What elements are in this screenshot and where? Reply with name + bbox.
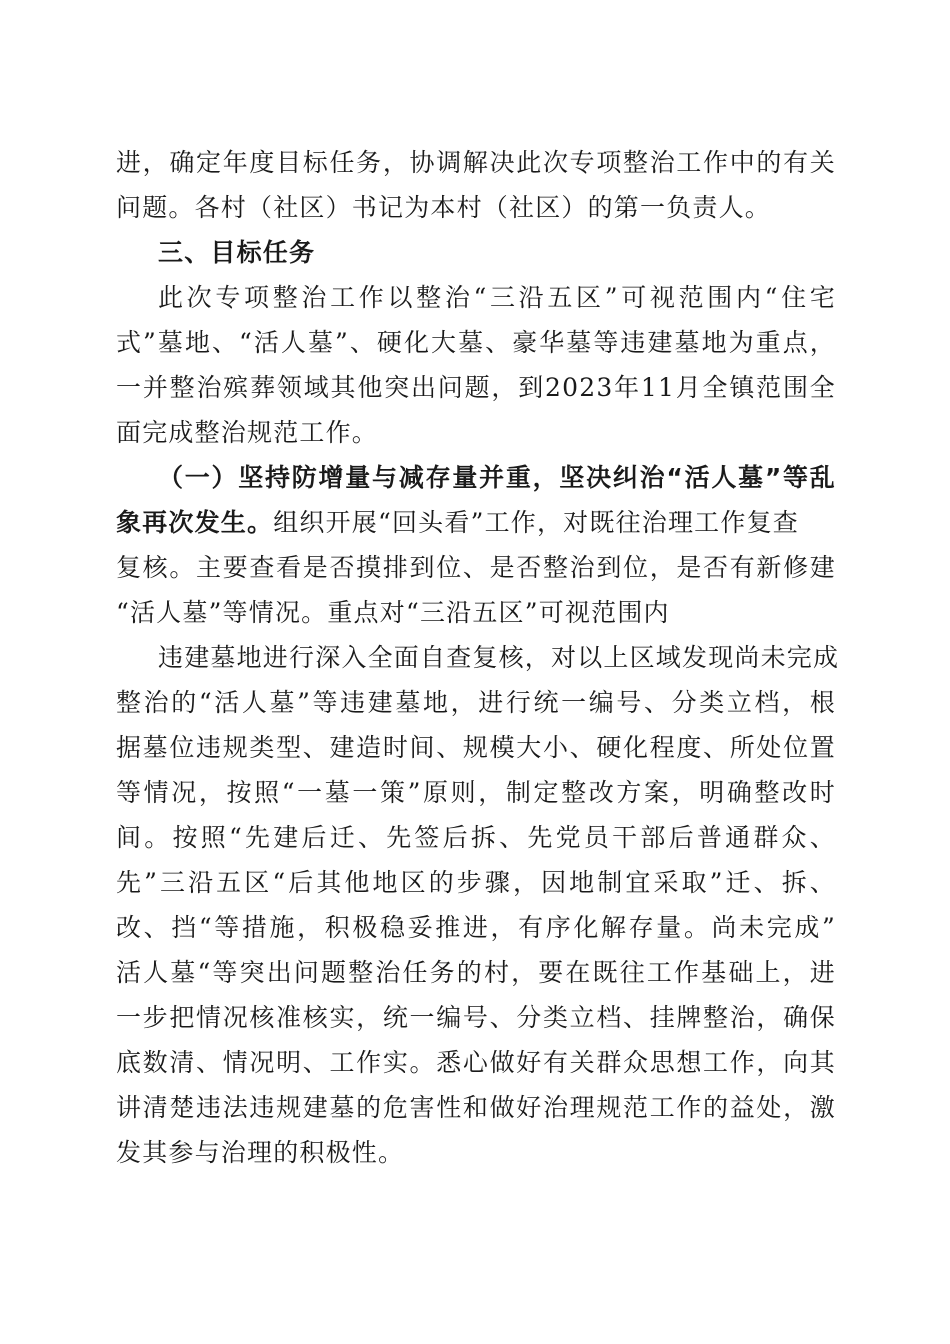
paragraph-line: 一并整治殡葬领域其他突出问题，到2023年11月全镇范围全	[116, 373, 836, 402]
paragraph-line: 面完成整治规范工作。	[116, 418, 379, 447]
paragraph-line: 整治的“活人墓”等违建墓地，进行统一编号、分类立档，根	[116, 688, 836, 717]
paragraph-line: “活人墓”等情况。重点对“三沿五区”可视范围内	[116, 598, 670, 627]
paragraph-line: 此次专项整治工作以整治“三沿五区”可视范围内“住宅	[158, 283, 836, 312]
paragraph-line: 复核。主要查看是否摸排到位、是否整治到位，是否有新修建	[116, 553, 836, 582]
paragraph-line: 底数清、情况明、工作实。悉心做好有关群众思想工作，向其	[116, 1048, 836, 1077]
paragraph-line: 问题。各村（社区）书记为本村（社区）的第一负责人。	[116, 193, 772, 222]
paragraph-line: 式”墓地、“活人墓”、硬化大墓、豪华墓等违建墓地为重点，	[116, 328, 836, 357]
paragraph-line: 活人墓“等突出问题整治任务的村，要在既往工作基础上，进	[116, 958, 836, 987]
subheading-tail: 象再次发生。	[116, 508, 274, 537]
section-heading: 三、目标任务	[158, 238, 316, 267]
paragraph-line: 据墓位违规类型、建造时间、规模大小、硬化程度、所处位置	[116, 733, 836, 762]
paragraph-line: 进，确定年度目标任务，协调解决此次专项整治工作中的有关	[116, 148, 836, 177]
paragraph-line: 改、挡“等措施，积极稳妥推进，有序化解存量。尚未完成”	[116, 913, 836, 942]
subheading-line: （一）坚持防增量与减存量并重，坚决纠治“活人墓”等乱	[158, 463, 836, 492]
paragraph-line: 讲清楚违法违规建墓的危害性和做好治理规范工作的益处，激	[116, 1093, 836, 1122]
paragraph-line: 先”三沿五区“后其他地区的步骤，因地制宜采取”迁、拆、	[116, 868, 836, 897]
paragraph-line: 违建墓地进行深入全面自查复核，对以上区域发现尚未完成	[158, 643, 840, 672]
paragraph-line: 等情况，按照“一墓一策”原则，制定整改方案，明确整改时	[116, 778, 836, 807]
subheading-line-continued	[116, 508, 836, 538]
paragraph-line: 一步把情况核准核实，统一编号、分类立档、挂牌整治，确保	[116, 1003, 836, 1032]
paragraph-text: 组织开展“回头看”工作，对既往治理工作复查	[273, 508, 799, 537]
paragraph-line: 间。按照“先建后迁、先签后拆、先党员干部后普通群众、	[116, 823, 836, 852]
paragraph-line: 发其参与治理的积极性。	[116, 1138, 405, 1167]
